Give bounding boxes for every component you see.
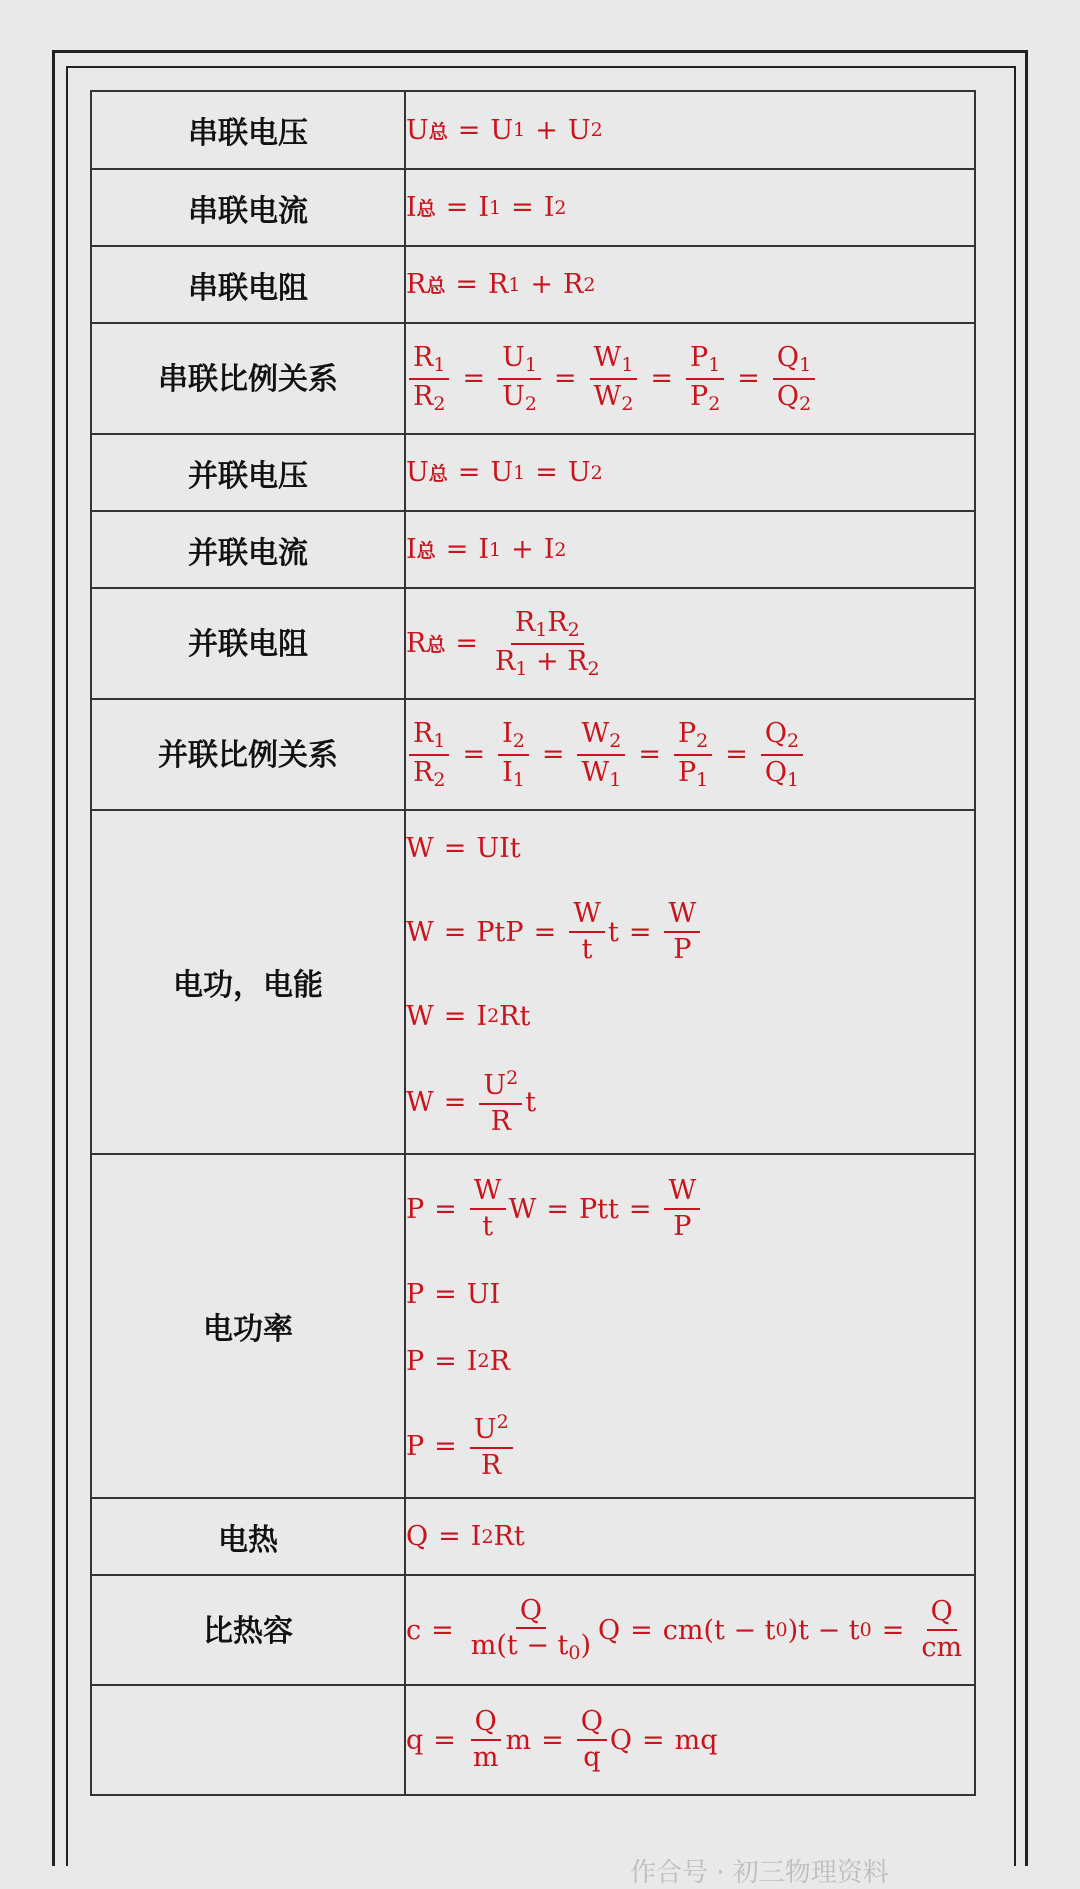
formula-line: Q = I 2 Rt: [406, 1521, 525, 1552]
formula-line: W = PtP = $\frac{W}{t}$ t = $\frac{W}{P}$: [406, 884, 974, 980]
formula-cell: [405, 91, 975, 169]
formula-line: $\frac{R_1}{R_2}$ = $\frac{U_1}{U_2}$ = $\frac{W_1}{W_2}$ = $\frac{P_1}{P_2}$ = $\frac{Q_1}{Q_2}$: [406, 324, 974, 433]
formula-cell: [405, 246, 975, 323]
formula-line: q = $\frac{Q}{m}$ m = $\frac{Q}{q}$ Q = mq: [406, 1706, 718, 1773]
formula-cell: [405, 810, 975, 1154]
formula-line: I 总 = I 1 = I 2: [406, 192, 567, 223]
formula-line: R 总 = $\frac{R_1R_2}{R_1 + R_2}$: [406, 606, 600, 680]
formula-line: P = UI: [406, 1278, 501, 1310]
formula-line: P = I 2 R: [406, 1345, 510, 1377]
formula-cell: [405, 511, 975, 588]
table-row: [91, 91, 975, 169]
watermark: 作合号 · 初三物理资料: [630, 1858, 889, 1888]
formula-cell: [405, 169, 975, 246]
formula-cell: [405, 1685, 975, 1795]
formula-line: I 总 = I 1 + I 2: [406, 534, 567, 565]
formula-table: [90, 90, 976, 1796]
table-row: [91, 246, 975, 323]
row-label: 串联电阻: [91, 246, 405, 323]
row-label: 并联电流: [91, 511, 405, 588]
row-label: 电热: [91, 1498, 405, 1575]
formula-line: R 总 = R 1 + R 2: [406, 269, 596, 300]
formula-line: $\frac{R_1}{R_2}$ = $\frac{I_2}{I_1}$ = $\frac{W_2}{W_1}$ = $\frac{P_2}{P_1}$ = $\frac{Q_2}{Q_1}$: [406, 700, 974, 809]
row-label: 串联电流: [91, 169, 405, 246]
table-row: [91, 323, 975, 434]
formula-line: W = UIt: [406, 832, 521, 864]
table-row: [91, 169, 975, 246]
row-label: 串联电压: [91, 91, 405, 169]
row-label: 比热容: [91, 1575, 405, 1685]
formula-line: P = $\frac{W}{t}$ W = Ptt = $\frac{W}{P}$: [406, 1156, 974, 1262]
table-row: [91, 1154, 975, 1498]
row-label: 并联比例关系: [91, 699, 405, 810]
formula-line: W = I 2 Rt: [406, 1000, 531, 1032]
formula-line: U 总 = U 1 + U 2: [406, 114, 603, 146]
row-label: 串联比例关系: [91, 323, 405, 434]
formula-cell: [405, 588, 975, 699]
table-row: [91, 434, 975, 511]
row-label: 电功，电能: [91, 810, 405, 1154]
table-row: [91, 511, 975, 588]
formula-line: P = $\frac{U^2}{R}$: [406, 1396, 974, 1496]
table-row: [91, 1685, 975, 1795]
table-row: [91, 1575, 975, 1685]
table-row: [91, 810, 975, 1154]
formula-line: U 总 = U 1 = U 2: [406, 457, 603, 488]
table-row: [91, 699, 975, 810]
formula-cell: [405, 434, 975, 511]
row-label: 并联电压: [91, 434, 405, 511]
table-row: [91, 588, 975, 699]
row-label: [91, 1685, 405, 1795]
row-label: 并联电阻: [91, 588, 405, 699]
formula-cell: [405, 1154, 975, 1498]
formula-line: c = $\frac{Q}{m(t - t_0)}$ Q = cm(t − t 0 )t − t 0 = $\frac{Q}{cm}$: [406, 1594, 963, 1665]
formula-cell: [405, 699, 975, 810]
formula-line: W = $\frac{U^2}{R}$ t: [406, 1066, 537, 1137]
formula-cell: [405, 1575, 975, 1685]
formula-cell: [405, 1498, 975, 1575]
formula-cell: [405, 323, 975, 434]
row-label: 电功率: [91, 1154, 405, 1498]
table-row: [91, 1498, 975, 1575]
